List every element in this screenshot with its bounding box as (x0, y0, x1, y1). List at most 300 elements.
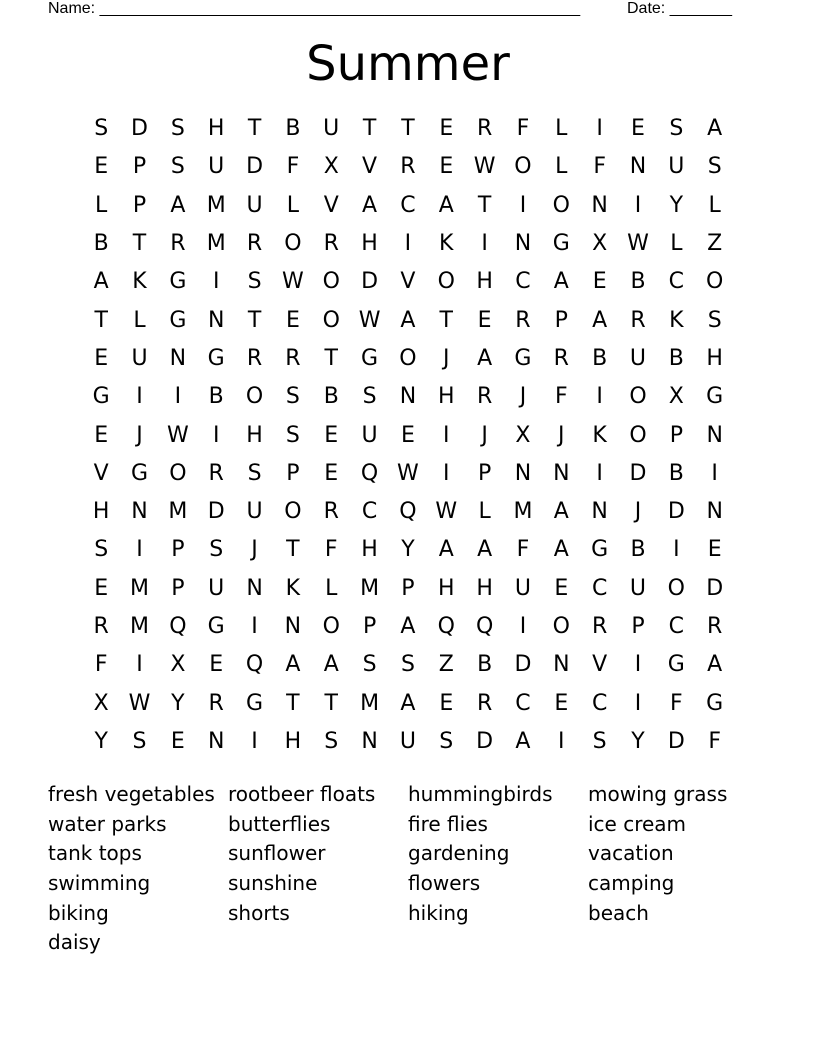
grid-letter: F (708, 728, 721, 754)
grid-letter: I (596, 384, 603, 410)
grid-letter: K (439, 231, 454, 257)
grid-letter: B (668, 345, 684, 371)
grid-letter: I (136, 652, 143, 678)
grid-letter: S (285, 384, 300, 410)
grid-letter: I (212, 422, 220, 448)
grid-letter: J (251, 537, 258, 563)
grid-letter: T (362, 116, 377, 142)
grid-letter: G (169, 269, 187, 295)
grid-letter: R (323, 499, 339, 525)
grid-letter: A (400, 307, 416, 333)
grid-letter: S (707, 307, 722, 333)
grid-letter: L (555, 154, 568, 180)
grid-letter: A (438, 537, 454, 563)
grid-letter: W (358, 307, 381, 333)
grid-letter: H (246, 422, 263, 448)
grid-letter: E (94, 575, 109, 601)
grid-letter: S (439, 728, 454, 754)
grid-letter: G (706, 690, 724, 716)
grid-letter: B (285, 116, 301, 142)
grid-letter: E (170, 728, 185, 754)
grid-letter: S (247, 269, 262, 295)
grid-letter: Z (707, 231, 723, 257)
grid-letter: S (209, 537, 224, 563)
grid-letter: I (443, 460, 450, 486)
grid-letter: R (246, 231, 263, 257)
grid-row (82, 531, 734, 569)
grid-letter: N (706, 422, 723, 448)
grid-letter: O (667, 575, 685, 601)
grid-letter: P (132, 192, 147, 218)
grid-letter: Y (94, 728, 108, 754)
grid-letter: R (246, 345, 263, 371)
grid-letter: R (93, 614, 109, 639)
grid-letter: L (555, 116, 568, 142)
grid-letter: I (634, 192, 642, 218)
grid-letter: K (132, 269, 147, 295)
grid-letter: N (514, 460, 532, 486)
grid-letter: M (130, 575, 149, 601)
grid-letter: Q (245, 652, 264, 678)
grid-letter: E (94, 422, 109, 448)
grid-letter: O (552, 192, 570, 218)
grid-letter: B (668, 460, 684, 486)
grid-letter: A (438, 192, 454, 218)
word-bank-item: fire flies (408, 811, 488, 836)
grid-letter: P (477, 460, 492, 486)
grid-letter: C (668, 269, 685, 295)
grid-letter: H (476, 269, 493, 295)
grid-letter: I (596, 116, 603, 142)
grid-letter: F (286, 154, 300, 180)
grid-letter: B (477, 652, 493, 678)
word-bank-item: swimming (48, 871, 151, 896)
grid-letter: J (481, 422, 488, 448)
grid-letter: I (404, 231, 412, 257)
grid-letter: I (443, 422, 450, 448)
grid-letter: H (437, 384, 455, 410)
grid-letter: Y (401, 537, 415, 563)
grid-letter: U (246, 499, 263, 525)
grid-letter: L (286, 192, 300, 218)
grid-letter: Q (475, 614, 494, 639)
grid-letter: W (435, 499, 458, 525)
grid-letter: A (707, 652, 723, 678)
grid-letter: N (553, 652, 570, 678)
grid-letter: O (284, 499, 302, 525)
grid-letter: F (554, 384, 568, 410)
grid-row (82, 378, 734, 416)
grid-letter: G (706, 384, 724, 410)
grid-letter: G (207, 345, 225, 371)
grid-letter: E (94, 345, 109, 371)
grid-letter: T (324, 345, 338, 371)
grid-letter: G (514, 345, 532, 371)
grid-letter: D (706, 575, 724, 601)
grid-letter: U (208, 154, 225, 180)
grid-letter: F (324, 537, 338, 563)
grid-letter: B (323, 384, 339, 410)
grid-letter: E (400, 422, 415, 448)
grid-letter: T (132, 231, 147, 257)
grid-letter: R (400, 154, 416, 180)
grid-letter: R (476, 690, 493, 716)
grid-letter: L (133, 307, 146, 333)
name-field: Name: ______________________________________________________ (48, 0, 581, 17)
word-bank-item: flowers (408, 871, 481, 896)
grid-letter: U (131, 345, 148, 371)
grid-letter: P (132, 154, 147, 180)
grid-letter: N (361, 728, 378, 754)
grid-letter: I (136, 384, 143, 410)
grid-letter: M (206, 192, 226, 218)
word-bank-item: butterflies (228, 811, 331, 836)
grid-letter: P (631, 614, 645, 639)
grid-letter: N (706, 499, 723, 525)
grid-row (82, 187, 734, 225)
grid-letter: N (131, 499, 148, 525)
grid-letter: M (513, 499, 533, 525)
grid-letter: R (591, 614, 608, 639)
word-bank-item: ice cream (588, 811, 687, 836)
grid-letter: B (630, 537, 646, 563)
grid-letter: O (169, 460, 187, 486)
grid-letter: S (707, 154, 722, 180)
grid-letter: A (400, 690, 416, 716)
grid-letter: I (136, 537, 143, 563)
grid-letter: J (519, 384, 527, 410)
grid-letter: U (629, 575, 647, 601)
grid-letter: K (592, 422, 607, 448)
grid-letter: C (515, 690, 531, 716)
grid-letter: X (170, 652, 186, 678)
grid-letter: J (443, 345, 450, 371)
grid-letter: E (285, 307, 300, 333)
grid-row (82, 110, 734, 148)
grid-letter: S (285, 422, 300, 448)
grid-letter: I (558, 728, 565, 754)
grid-letter: K (669, 307, 684, 333)
grid-letter: I (251, 728, 258, 754)
grid-letter: E (631, 116, 645, 142)
grid-row (82, 608, 734, 646)
grid-letter: R (208, 690, 224, 716)
grid-letter: A (592, 307, 608, 333)
grid-letter: S (362, 384, 377, 410)
grid-letter: R (553, 345, 569, 371)
grid-letter: D (476, 728, 494, 754)
grid-letter: B (630, 269, 646, 295)
grid-letter: A (553, 269, 569, 295)
grid-letter: S (400, 652, 415, 678)
grid-letter: I (174, 384, 182, 410)
grid-letter: E (592, 269, 607, 295)
grid-letter: S (94, 537, 109, 563)
grid-row (82, 455, 734, 493)
grid-letter: I (596, 460, 603, 486)
grid-letter: H (207, 116, 225, 142)
grid-letter: O (629, 384, 647, 410)
word-bank-item: vacation (588, 841, 674, 866)
grid-letter: Y (669, 192, 684, 218)
grid-letter: R (170, 231, 186, 257)
grid-letter: P (362, 614, 377, 639)
grid-letter: O (322, 614, 340, 639)
grid-letter: X (93, 690, 109, 716)
grid-letter: N (514, 231, 532, 257)
grid-letter: S (669, 116, 684, 142)
word-bank-item: water parks (48, 811, 167, 836)
grid-letter: R (515, 307, 531, 333)
grid-letter: H (706, 345, 723, 371)
date-field: Date: _______ (627, 0, 732, 17)
grid-letter: O (629, 422, 647, 448)
grid-letter: Z (438, 652, 454, 678)
grid-letter: Y (631, 728, 645, 754)
grid-letter: F (94, 652, 108, 678)
grid-letter: G (92, 384, 110, 410)
grid-letter: A (400, 614, 416, 639)
grid-letter: G (667, 652, 685, 678)
grid-letter: N (591, 192, 608, 218)
word-bank-item: biking (48, 900, 109, 925)
grid-letter: T (247, 116, 262, 142)
grid-letter: X (323, 154, 339, 180)
grid-letter: P (401, 575, 415, 601)
grid-letter: G (552, 231, 570, 257)
grid-letter: F (670, 690, 683, 716)
grid-letter: N (207, 307, 225, 333)
page-title: Summer (306, 36, 510, 92)
grid-letter: V (93, 460, 109, 486)
grid-letter: X (515, 422, 531, 448)
grid-row (82, 340, 734, 378)
grid-letter: G (591, 537, 609, 563)
grid-letter: S (170, 116, 185, 142)
grid-letter: O (245, 384, 264, 410)
grid-letter: N (246, 575, 263, 601)
word-bank-item: hiking (408, 900, 469, 925)
word-bank-item: shorts (228, 900, 290, 925)
grid-letter: E (554, 690, 569, 716)
grid-letter: W (397, 460, 419, 486)
grid-letter: P (286, 460, 300, 486)
grid-letter: R (476, 116, 493, 142)
grid-letter: O (322, 269, 340, 295)
grid-letter: G (246, 690, 264, 716)
grid-letter: V (592, 652, 608, 678)
grid-letter: D (514, 652, 532, 678)
grid-letter: P (669, 422, 683, 448)
grid-letter: S (94, 116, 109, 142)
word-bank-item: mowing grass (588, 782, 728, 806)
grid-letter: F (593, 154, 606, 180)
grid-letter: B (93, 231, 109, 257)
grid-letter: I (212, 269, 220, 295)
grid-letter: E (94, 154, 109, 180)
grid-letter: W (128, 690, 151, 716)
grid-row (82, 723, 734, 761)
grid-letter: W (627, 231, 649, 257)
grid-letter: H (361, 537, 378, 563)
grid-letter: I (519, 192, 527, 218)
word-bank-item: camping (588, 871, 675, 896)
word-bank (48, 780, 778, 958)
grid-letter: I (673, 537, 680, 563)
grid-letter: A (515, 728, 531, 754)
grid-row (82, 684, 734, 722)
grid-letter: Q (437, 614, 455, 639)
grid-letter: U (361, 422, 378, 448)
grid-letter: L (478, 499, 491, 525)
grid-letter: L (708, 192, 721, 218)
grid-letter: O (552, 614, 570, 639)
grid-letter: E (439, 690, 454, 716)
grid-letter: R (476, 384, 493, 410)
grid-letter: E (477, 307, 492, 333)
grid-letter: D (629, 460, 647, 486)
word-bank-item: daisy (48, 930, 101, 955)
grid-letter: V (323, 192, 339, 218)
grid-letter: P (171, 575, 185, 601)
grid-letter: P (554, 307, 568, 333)
word-bank-item: sunflower (228, 841, 326, 866)
grid-letter: R (323, 231, 339, 257)
grid-letter: O (706, 269, 724, 295)
grid-letter: U (629, 345, 647, 371)
grid-letter: S (362, 652, 377, 678)
grid-letter: M (168, 499, 188, 525)
grid-letter: F (516, 116, 530, 142)
grid-letter: R (630, 307, 646, 333)
grid-letter: C (591, 575, 608, 601)
grid-letter: B (208, 384, 224, 410)
grid-letter: T (401, 116, 415, 142)
grid-letter: J (558, 422, 565, 448)
grid-row (82, 493, 734, 531)
grid-letter: T (477, 192, 492, 218)
grid-letter: N (399, 384, 417, 410)
grid-letter: R (285, 345, 301, 371)
word-bank-item: hummingbirds (408, 782, 553, 806)
grid-letter: D (361, 269, 379, 295)
grid-letter: T (286, 537, 300, 563)
word-bank-item: rootbeer floats (228, 782, 376, 806)
grid-letter: T (324, 690, 338, 716)
grid-letter: U (323, 116, 340, 142)
grid-letter: R (707, 614, 723, 639)
grid-letter: D (667, 728, 685, 754)
letter-grid (82, 110, 734, 761)
grid-letter: W (166, 422, 189, 448)
grid-letter: O (322, 307, 340, 333)
grid-letter: A (323, 652, 339, 678)
grid-letter: I (711, 460, 718, 486)
word-bank-item: beach (588, 900, 649, 925)
grid-letter: E (324, 422, 339, 448)
grid-letter: U (399, 728, 416, 754)
grid-letter: U (246, 192, 263, 218)
grid-letter: M (360, 575, 380, 601)
grid-letter: N (591, 499, 608, 525)
grid-letter: W (282, 269, 304, 295)
grid-letter: T (286, 690, 300, 716)
grid-letter: E (439, 116, 454, 142)
grid-letter: D (246, 154, 264, 180)
grid-letter: N (169, 345, 187, 371)
grid-letter: M (206, 231, 226, 257)
grid-letter: O (284, 231, 302, 257)
grid-letter: J (136, 422, 143, 448)
grid-row (82, 263, 734, 301)
grid-letter: N (207, 728, 225, 754)
grid-letter: E (554, 575, 569, 601)
grid-letter: K (285, 575, 301, 601)
grid-row (82, 301, 734, 339)
grid-row (82, 646, 734, 684)
grid-letter: N (553, 460, 570, 486)
grid-letter: I (519, 614, 527, 639)
grid-letter: A (170, 192, 186, 218)
grid-letter: X (592, 231, 608, 257)
grid-letter: L (95, 192, 108, 218)
grid-letter: I (634, 652, 642, 678)
grid-letter: C (400, 192, 416, 218)
grid-letter: I (251, 614, 258, 639)
grid-letter: H (476, 575, 493, 601)
grid-letter: C (361, 499, 378, 525)
grid-letter: E (707, 537, 722, 563)
grid-letter: T (247, 307, 262, 333)
grid-letter: E (439, 154, 454, 180)
grid-letter: E (209, 652, 224, 678)
grid-letter: E (324, 460, 339, 486)
grid-row (82, 570, 734, 608)
grid-letter: S (324, 728, 339, 754)
grid-letter: A (477, 345, 493, 371)
grid-letter: C (515, 269, 531, 295)
grid-letter: A (285, 652, 301, 678)
grid-letter: T (94, 307, 108, 333)
grid-letter: H (92, 499, 110, 525)
grid-letter: A (707, 116, 723, 142)
grid-letter: L (670, 231, 683, 257)
grid-letter: C (591, 690, 608, 716)
word-bank-item: fresh vegetables (48, 782, 215, 806)
grid-letter: D (131, 116, 148, 142)
grid-letter: D (207, 499, 225, 525)
grid-letter: B (592, 345, 608, 371)
grid-letter: X (668, 384, 684, 410)
grid-row (82, 225, 734, 263)
grid-letter: O (437, 269, 455, 295)
grid-letter: S (170, 154, 185, 180)
grid-letter: Q (360, 460, 379, 486)
grid-letter: L (325, 575, 338, 601)
grid-letter: V (362, 154, 378, 180)
grid-letter: R (208, 460, 224, 486)
grid-letter: A (477, 537, 493, 563)
grid-letter: U (514, 575, 531, 601)
grid-letter: A (553, 537, 569, 563)
grid-letter: Y (171, 690, 185, 716)
grid-letter: Q (169, 614, 187, 639)
grid-letter: M (360, 690, 380, 716)
grid-letter: C (668, 614, 685, 639)
grid-letter: M (130, 614, 149, 639)
grid-letter: G (130, 460, 149, 486)
grid-row (82, 416, 734, 454)
